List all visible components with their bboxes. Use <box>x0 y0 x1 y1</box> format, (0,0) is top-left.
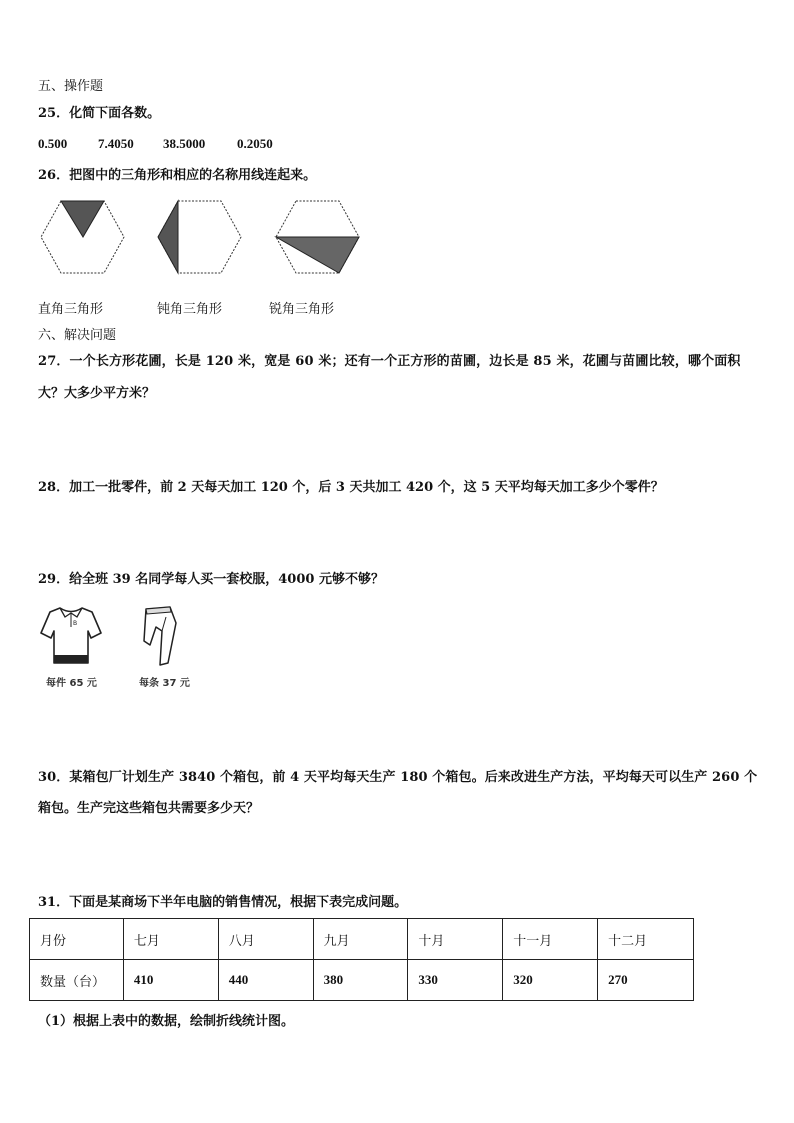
section-heading-6: 六、解决问题 <box>38 328 117 343</box>
triangle-label-acute: 锐角三角形 <box>269 302 335 317</box>
q25-number-3: 38.5000 <box>163 136 206 151</box>
q25-number-2: 7.4050 <box>98 136 134 151</box>
question-29-prompt: 29．给全班 39 名同学每人买一套校服，4000 元够不够？ <box>38 572 384 587</box>
hexagon-figure-3 <box>275 200 360 275</box>
table-cell-month: 十月 <box>408 919 503 960</box>
question-31-sub-1: （1）根据上表中的数据，绘制折线统计图。 <box>38 1014 295 1029</box>
hexagon-figure-2 <box>157 200 242 275</box>
question-30-line-2: 箱包。生产完这些箱包共需要多少天？ <box>38 801 260 816</box>
table-cell-quantity: 320 <box>503 960 598 1001</box>
q25-number-1: 0.500 <box>38 136 68 151</box>
triangle-shape-3 <box>276 237 359 273</box>
q25-number-4: 0.2050 <box>237 136 273 151</box>
pants-price-caption: 每条 37 元 <box>139 678 190 689</box>
question-27-line-1: 27．一个长方形花圃，长是 120 米，宽是 60 米；还有一个正方形的苗圃，边长是 85 米，花圃与苗圃比较，哪个面积 <box>38 354 741 369</box>
sales-table <box>29 918 694 1001</box>
table-cell-quantity-label: 数量（台） <box>30 960 124 1001</box>
table-cell-month: 八月 <box>218 919 313 960</box>
table-data-row <box>30 960 694 1001</box>
question-27-line-2: 大？大多少平方米？ <box>38 386 156 401</box>
table-cell-quantity: 410 <box>123 960 218 1001</box>
table-cell-quantity: 270 <box>598 960 694 1001</box>
svg-text:B: B <box>73 620 78 627</box>
question-28-prompt: 28．加工一批零件，前 2 天每天加工 120 个，后 3 天共加工 420 个，这 5 天平均每天加工多少个零件？ <box>38 480 664 495</box>
table-cell-month-label: 月份 <box>30 919 124 960</box>
table-header-row <box>30 919 694 960</box>
triangle-label-right: 直角三角形 <box>38 302 104 317</box>
triangle-label-obtuse: 钝角三角形 <box>157 302 223 317</box>
question-25-prompt: 25．化简下面各数。 <box>38 106 161 121</box>
triangle-shape-1 <box>61 201 104 237</box>
table-cell-month: 七月 <box>123 919 218 960</box>
table-cell-month: 九月 <box>313 919 408 960</box>
question-31-prompt: 31．下面是某商场下半年电脑的销售情况，根据下表完成问题。 <box>38 895 408 910</box>
table-cell-quantity: 380 <box>313 960 408 1001</box>
pants-icon <box>140 605 185 667</box>
shirt-price-caption: 每件 65 元 <box>46 678 97 689</box>
question-26-prompt: 26．把图中的三角形和相应的名称用线连起来。 <box>38 168 317 183</box>
table-cell-month: 十一月 <box>503 919 598 960</box>
section-heading-5: 五、操作题 <box>38 79 104 94</box>
table-cell-quantity: 440 <box>218 960 313 1001</box>
hexagon-figure-1 <box>40 200 125 275</box>
shirt-icon <box>40 605 102 667</box>
triangle-shape-2 <box>158 201 178 273</box>
question-30-line-1: 30．某箱包厂计划生产 3840 个箱包，前 4 天平均每天生产 180 个箱包。后来改进生产方法，平均每天可以生产 260 个 <box>38 770 758 785</box>
table-cell-month: 十二月 <box>598 919 694 960</box>
table-cell-quantity: 330 <box>408 960 503 1001</box>
